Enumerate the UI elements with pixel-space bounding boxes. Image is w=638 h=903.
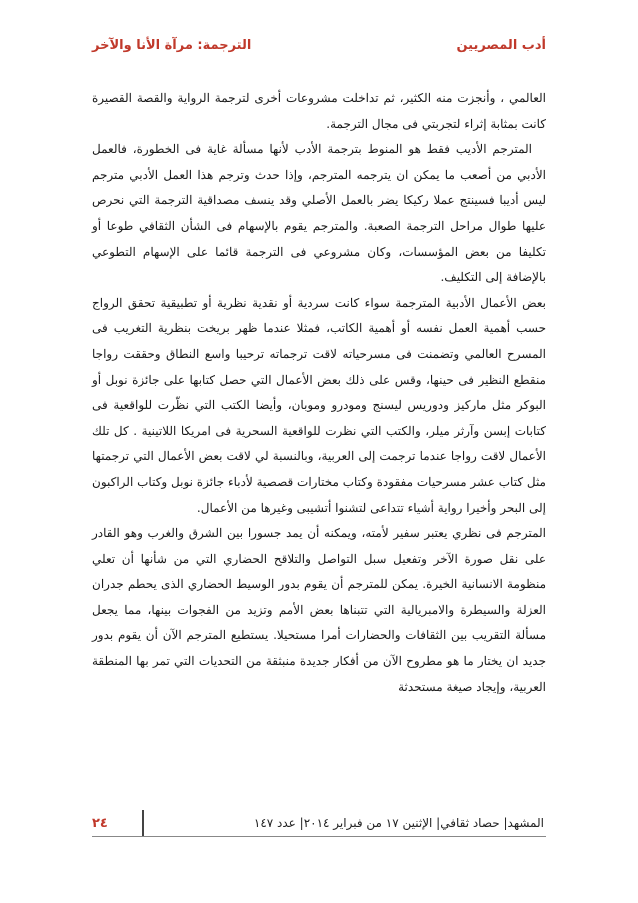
footer-rule-line — [92, 836, 546, 837]
article-title: الترجمة: مرآة الأنا والآخر — [92, 38, 252, 53]
paragraph: المترجم الأديب فقط هو المنوط بترجمة الأدب لأنها مسألة غاية فى الخطورة، فالعمل الأدبي من أصعب ما يمكن ان يترجمه المترجم، وإذا حدث وترجم هذا العمل الأدبي مترجم ليس أديبا فسينتج عملا ركيكا يضر بالعمل الأصلي وقد ينسف مصداقية الترجمة التي نحرص عليها طوال مراحل الترجمة الصعبة. والمترجم يقوم بالإسهام فى الشأن الثقافي طوعا أو تكليفا من بعض المؤسسات، وكان مشروعي فى الترجمة قائما على الإسهام التطوعي بالإضافة إلى التكليف. — [92, 142, 546, 285]
page-footer — [92, 811, 546, 835]
paragraph: بعض الأعمال الأدبية المترجمة سواء كانت سردية أو نقدية نظرية أو تطبيقية تحقق الرواج حسب أهمية العمل نفسه أو أهمية الكاتب، فمثلا عندما ظهر بريخت بنظرية التغريب فى المسرح العالمي وتضمنت فى مسرحياته لاقت ترجماته ترحيبا واسع النطاق وحققت رواجا منقطع النظير فى حينها، وقس على ذلك بعض الأعمال التي حصل كتابها على جائزة نوبل أو البوكر مثل ماركيز ودوريس ليسنج ومودرو وموبان، وأيضا الكتب التي نظّرت للواقعية فى كتابات إبسن وآرثر ميلر، والكتب التي نظرت للواقعية السحرية فى امريكا اللاتينية . كل تلك الأعمال لاقت رواجا عندما ترجمت إلى العربية، وبالنسبة لي لاقت بعض الأعمال التي ترجمتها مثل كتاب عشر مسرحيات مفقودة وكتاب مختارات قصصية لأدباء جائزة نوبل وكتاب الراكبون إلى البحر وأخيرا رواية أشياء تتداعى لتشنوا أتشيبى وغيرها من الأعمال. — [92, 295, 546, 515]
footer-divider — [142, 810, 144, 836]
page-header — [92, 38, 546, 58]
section-title: أدب المصريين — [456, 38, 546, 53]
paragraph: المترجم فى نظري يعتبر سفير لأمته، ويمكنه أن يمد جسورا بين الشرق والغرب وهو القادر على نقل صورة الآخر وتفعيل سبل التواصل والتلاقح الحضاري التي من شأنها أن تعلي منظومة الانسانية الخيرة. يمكن للمترجم أن يقوم بدور الوسيط الحضاري الذى يحطم جدران العزلة والسيطرة والامبريالية التي تتبناها بعض الأمم وتزيد من الفجوات بينها، مما يجعل مسألة التقريب بين الثقافات والحضارات أمرا مستحيلا. يستطيع المترجم الآن أن يقوم بدور جديد ان يختار ما هو مطروح الآن من أفكار جديدة منبثقة من التحديات التي تمر بها المنطقة العربية، وإيجاد صيغة مستحدثة — [92, 526, 546, 694]
paragraph: العالمي ، وأنجزت منه الكثير، ثم تداخلت مشروعات أخرى لترجمة الرواية والقصة القصيرة كانت بمثابة إثراء لتجربتي فى مجال الترجمة. — [92, 91, 546, 131]
page-number: ٢٤ — [92, 815, 108, 831]
article-body — [92, 86, 546, 700]
footer-publication-info: المشهد| حصاد ثقافي| الإثنين ١٧ من فبراير ٢٠١٤| عدد ١٤٧ — [253, 816, 544, 830]
